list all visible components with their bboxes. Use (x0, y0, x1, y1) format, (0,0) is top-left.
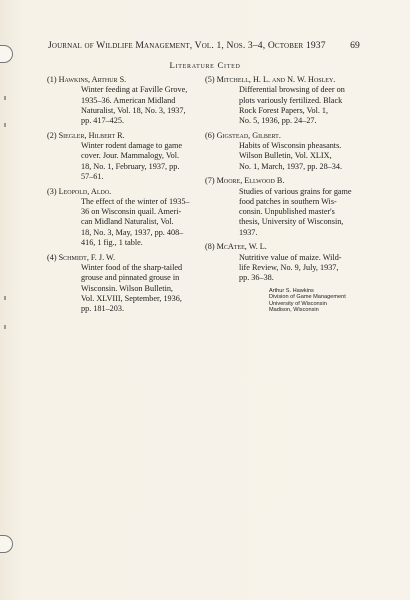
citation-line: thesis, University of Wisconsin, (239, 217, 344, 227)
citation-line: pp. 417–425. (81, 116, 124, 126)
reference-heading (47, 187, 199, 197)
reference-entry (47, 253, 199, 315)
citation-line: No. 5, 1936, pp. 24–27. (239, 116, 317, 126)
citation-line: Naturalist, Vol. 18, No. 3, 1937, (81, 105, 186, 115)
citation-line: Winter feeding at Faville Grove, (81, 85, 188, 95)
references-left-column (47, 75, 199, 319)
signature-line: Madison, Wisconsin (269, 307, 319, 314)
reference-number: (2) (47, 130, 57, 140)
references-right-column (205, 75, 365, 313)
reference-author: Schmidt, F. J. W. (58, 252, 116, 262)
reference-entry (205, 131, 365, 172)
reference-heading (47, 131, 199, 141)
signature-line: Division of Game Management (269, 294, 346, 301)
citation-line: grouse and pinnated grouse in (81, 273, 180, 283)
reference-number: (6) (205, 130, 215, 140)
references-right-list (205, 75, 365, 284)
citation-line: plots variously fertilized. Black (239, 95, 343, 105)
reference-number: (1) (47, 75, 57, 84)
reference-citation (205, 187, 365, 238)
reference-entry (47, 131, 199, 182)
citation-line: consin. Unpublished master's (239, 207, 335, 217)
page-mark (4, 123, 6, 127)
citation-line: food patches in southern Wis- (239, 196, 337, 206)
reference-citation (47, 263, 199, 314)
reference-entry (47, 75, 199, 126)
reference-entry (47, 187, 199, 249)
reference-heading (205, 131, 365, 141)
citation-line: pp. 36–38. (239, 273, 274, 283)
citation-line: The effect of the winter of 1935– (81, 196, 190, 206)
citation-line: Wilson Bulletin, Vol. XLIX, (239, 151, 332, 161)
reference-heading (205, 242, 365, 252)
citation-line: 416, 1 fig., 1 table. (81, 238, 143, 248)
running-header (48, 40, 360, 51)
reference-author: Gigstead, Gilbert. (216, 130, 281, 140)
reference-citation (205, 141, 365, 172)
reference-heading (205, 176, 365, 186)
signature-affiliation (269, 294, 365, 313)
citation-line: 18, No. 1, February, 1937, pp. (81, 161, 180, 171)
reference-entry (205, 75, 365, 126)
citation-line: life Review, No. 9, July, 1937, (239, 262, 339, 272)
journal-line: Journal of Wildlife Management, Vol. 1, Nos. 3–4, October 1937 (48, 40, 326, 51)
citation-line: 18, No. 3, May, 1937, pp. 408– (81, 227, 184, 237)
signature-line: University of Wisconsin (269, 300, 327, 307)
citation-line: Vol. XLVIII, September, 1936, (81, 293, 182, 303)
reference-author: Siegler, Hilbert R. (58, 130, 125, 140)
citation-line: cover. Jour. Mammalogy, Vol. (81, 151, 180, 161)
citation-line: Differential browsing of deer on (239, 85, 345, 95)
reference-author: Moore, Ellwood B. (216, 176, 285, 186)
citation-line: Nutritive value of maize. Wild- (239, 252, 342, 262)
citation-line: 1935–36. American Midland (81, 95, 176, 105)
citation-line: can Midland Naturalist, Vol. (81, 217, 174, 227)
reference-author: Leopold, Aldo. (58, 186, 112, 196)
reference-author: Hawkins, Arthur S. (58, 75, 127, 84)
section-title: Literature Cited (169, 60, 241, 70)
reference-citation (205, 85, 365, 126)
citation-line: No. 1, March, 1937, pp. 28–34. (239, 161, 343, 171)
reference-citation (47, 141, 199, 182)
citation-line: 57–61. (81, 171, 104, 181)
citation-line: Winter food of the sharp-tailed (81, 262, 183, 272)
reference-number: (7) (205, 176, 215, 186)
reference-author: McAtee, W. L. (216, 242, 267, 252)
page-mark (4, 296, 6, 300)
reference-entry (205, 176, 365, 238)
reference-number: (8) (205, 242, 215, 252)
reference-number: (5) (205, 75, 215, 84)
reference-number: (4) (47, 252, 57, 262)
page-mark (4, 325, 6, 329)
citation-line: Habits of Wisconsin pheasants. (239, 141, 342, 151)
signature-name: Arthur S. Hawkins (269, 287, 314, 294)
reference-citation (47, 85, 199, 126)
page-mark (4, 96, 6, 100)
reference-number: (3) (47, 186, 57, 196)
citation-line: Winter rodent damage to game (81, 141, 183, 151)
reference-entry (205, 242, 365, 283)
binder-hole (0, 535, 13, 553)
reference-author: Mitchell, H. L. and N. W. Hosley. (216, 75, 336, 84)
reference-citation (205, 253, 365, 284)
citation-line: 1937. (239, 227, 258, 237)
citation-line: Studies of various grains for game (239, 186, 352, 196)
reference-heading (47, 75, 199, 85)
citation-line: pp. 181–203. (81, 304, 124, 314)
reference-heading (47, 253, 199, 263)
citation-line: Wisconsin. Wilson Bulletin, (81, 283, 173, 293)
page-number: 69 (350, 40, 360, 51)
author-signature (269, 288, 365, 314)
citation-line: Rock Forest Papers, Vol. 1, (239, 105, 329, 115)
citation-line: 36 on Wisconsin quail. Ameri- (81, 207, 182, 217)
reference-citation (47, 197, 199, 248)
reference-heading (205, 75, 365, 85)
